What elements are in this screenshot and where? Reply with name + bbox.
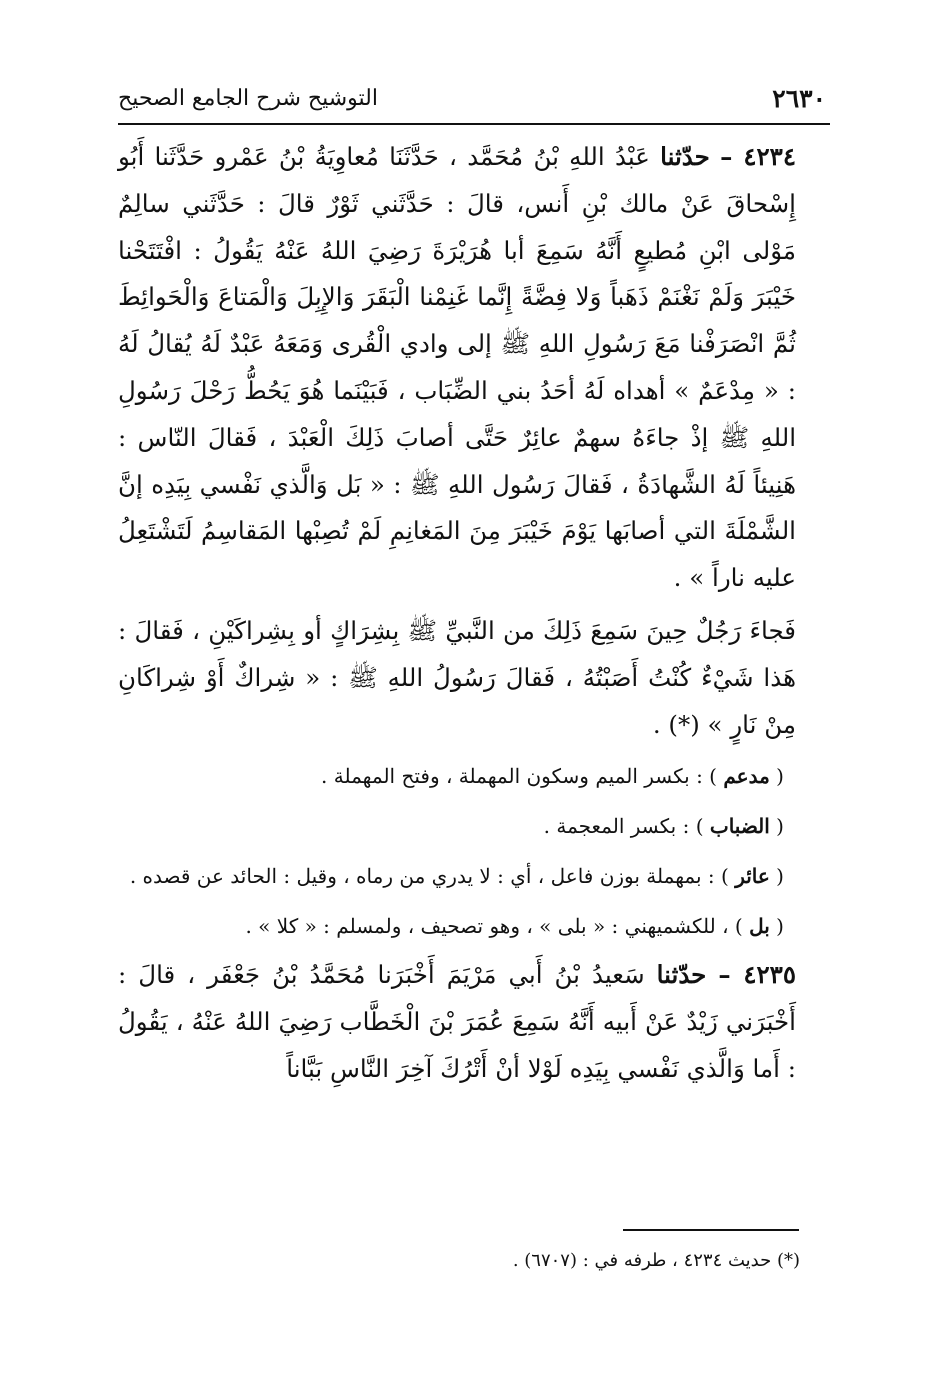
page-header bbox=[118, 82, 826, 118]
main-text bbox=[118, 134, 830, 1093]
hadith-number: ٤٢٣٤ – bbox=[720, 142, 796, 171]
header-rule bbox=[118, 123, 830, 125]
hadith-text: سَعيدُ بْنُ أَبي مَرْيَمَ أَخْبَرَنا مُحَمَّدُ بْنُ جَعْفَر ، قالَ : أَخْبَرَني زَيْدٌ عَنْ أَبيه أَنَّهُ سَمِعَ عُمَرَ بْنَ الْخَطَّاب رَضِيَ اللهُ عَنْهُ ، يَقُولُ : أَما وَالَّذي نَفْسي بِيَدِه لَوْلا أنْ أَتْرُكَ آخِرَ النَّاسِ بَبَّاناً bbox=[118, 960, 796, 1083]
note-bal: ( بل ) ، للكشميهني : « بلى » ، وهو تصحيف ، ولمسلم : « كلا » . bbox=[245, 914, 784, 939]
hadith-number: ٤٢٣٥ – bbox=[718, 960, 796, 990]
note-term: مدعم bbox=[723, 764, 770, 789]
note-text: : بمهملة بوزن فاعل ، أي : لا يدري من رماه ، وقيل : الحائد عن قصده . bbox=[129, 864, 715, 889]
note-text: : بكسر الميم وسكون المهملة ، وفتح المهملة . bbox=[321, 764, 703, 789]
haddathana-word: حدّثنا bbox=[660, 142, 710, 171]
running-title: التوشيح شرح الجامع الصحيح bbox=[118, 86, 378, 111]
page-number: ٢٦٣٠ bbox=[772, 84, 826, 113]
note-text: ، للكشميهني : « بلى » ، وهو تصحيف ، ولمسلم : « كلا » . bbox=[245, 914, 729, 939]
note-a-ir: ( عائر ) : بمهملة بوزن فاعل ، أي : لا يدري من رماه ، وقيل : الحائد عن قصده . bbox=[129, 864, 784, 889]
note-dibab: ( الضباب ) : بكسر المعجمة . bbox=[543, 814, 784, 839]
note-term: الضباب bbox=[709, 814, 770, 839]
hadith-4234 bbox=[118, 134, 830, 602]
note-term: بل bbox=[749, 914, 770, 939]
footnote-rule bbox=[623, 1229, 799, 1231]
hadith-text: عَبْدُ اللهِ بْنُ مُحَمَّد ، حَدَّثَنَا مُعاوِيَةُ بْنُ عَمْرو حَدَّثَنا أَبُو إِسْحاقَ عَنْ مالك بْنِ أَنس، قالَ : حَدَّثَني ثَوْرٌ قالَ : حَدَّثَني سالِمٌ مَوْلى ابْنِ مُطيعٍ أَنَّهُ سَمِعَ أبا هُرَيْرَةَ رَضِيَ اللهُ عَنْهُ يَقُولُ : افْتَتَحْنا خَيْبَرَ وَلَمْ نَغْنَمْ ذَهَباً وَلا فِضَّةً إِنَّما غَنِمْنا الْبَقَرَ وَالإِبِلَ وَالْمَتاعَ وَالْحَوائِطَ ثُمَّ انْصَرَفْنا مَعَ رَسُولِ اللهِ ﷺ إلى وادي الْقُرى وَمَعَهُ عَبْدٌ لَهُ يُقالُ لَهُ : « مِدْعَمٌ » أهداه لَهُ أحَدُ بني الضِّبَاب ، فَبَيْنَما هُوَ يَحُطُّ رَحْلَ رَسُولِ اللهِ ﷺ إذْ جاءَهُ سهمٌ عائِرٌ حَتَّى أصابَ ذَلِكَ الْعَبْدَ ، فَقالَ النّاس : هَنِيئاً لَهُ الشَّهادَةُ ، فَقالَ رَسُول اللهِ ﷺ : « بَل وَالَّذي نَفْسي بِيَدِه إنَّ الشَّمْلَةَ التي أصابَها يَوْمَ خَيْبَرَ مِنَ المَغانِمِ لَمْ تُصِبْها المَقاسِمُ لَتَشْتَعِلُ عليه ناراً » . bbox=[118, 142, 796, 593]
hadith-4235 bbox=[118, 952, 830, 1092]
note-mid3am: ( مدعم ) : بكسر الميم وسكون المهملة ، وفتح المهملة . bbox=[321, 764, 784, 789]
hadith-4234-continuation: فَجاءَ رَجُلٌ حِينَ سَمِعَ ذَلِكَ من النَّبيِّ ﷺ بِشِرَاكٍ أو بِشِراكَيْنِ ، فَقالَ : هَذا شَيْءٌ كُنْتُ أَصَبْتُهُ ، فَقالَ رَسُولُ اللهِ ﷺ : « شِراكٌ أَوْ شِراكَانِ مِنْ نَارٍ » (*) . bbox=[118, 615, 796, 739]
haddathana-word: حدّثنا bbox=[656, 960, 707, 990]
note-term: عائر bbox=[735, 864, 770, 889]
footnote: (*) حديث ٤٢٣٤ ، طرفه في : (٦٧٠٧) . bbox=[512, 1250, 800, 1271]
note-text: : بكسر المعجمة . bbox=[543, 814, 690, 839]
